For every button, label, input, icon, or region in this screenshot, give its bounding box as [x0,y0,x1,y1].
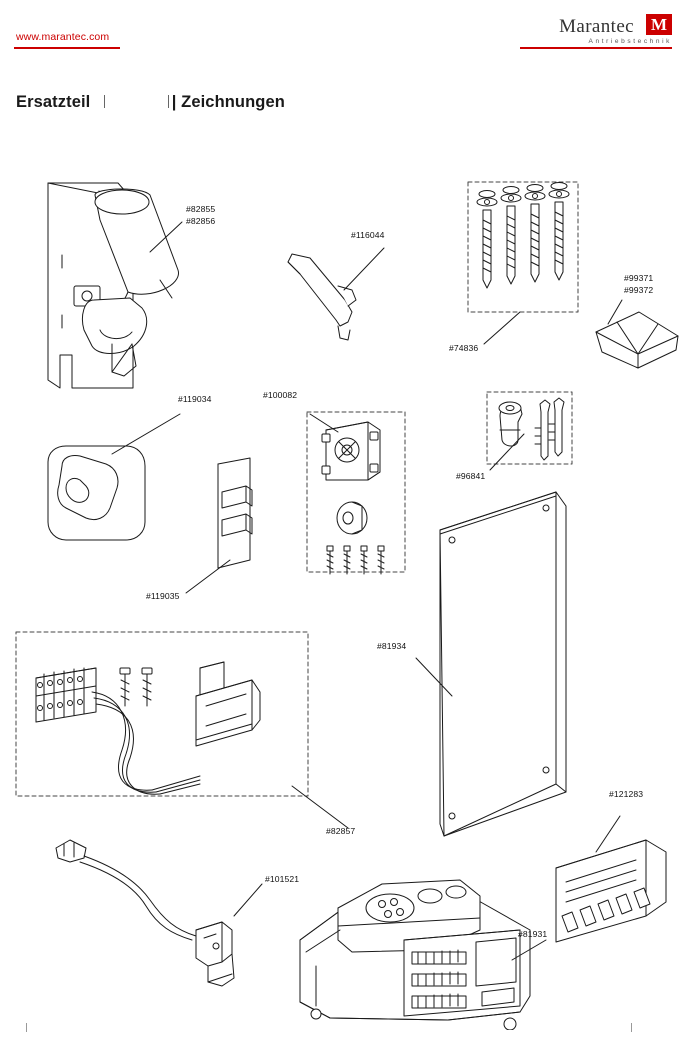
release-handle-graphic [288,254,356,340]
vent-grille-graphic [556,840,666,942]
title-tick-right [168,95,169,108]
part-label-82855: #82855 [186,204,216,214]
part-label-116044: #116044 [351,230,385,240]
header-rule-left [14,47,120,49]
part-label-74836: #74836 [449,343,479,353]
part-label-121283: #121283 [609,789,644,799]
wiring-harness-graphic [16,632,308,796]
exploded-view-drawing [0,140,686,1030]
anchor-screw-set-graphic [468,182,578,312]
brand-logo-icon: M [646,14,672,35]
bracket-strip-graphic [218,458,252,568]
part-label-119034: #119034 [178,394,212,404]
part-label-81934: #81934 [377,641,407,651]
footer-tick-right [631,1023,632,1032]
footer-tick-left [26,1023,27,1032]
rounded-cover-graphic [48,446,145,540]
title-tick-left [104,95,105,108]
key-set-graphic [487,392,572,464]
leader-119034 [112,414,180,454]
part-label-119035: #119035 [146,591,180,601]
part-label-96841: #96841 [456,471,486,481]
part-label-100082: #100082 [263,390,298,400]
part-label-101521: #101521 [265,874,300,884]
leader-74836 [484,312,520,344]
leader-119035 [186,560,230,593]
control-unit-graphic [300,880,530,1030]
part-label-82856: #82856 [186,216,216,226]
page-title [16,93,285,112]
motor-assembly-graphic [48,183,179,388]
brand-name: Marantec [559,16,634,37]
leader-101521 [234,884,262,916]
header-rule-right [520,47,672,49]
part-label-99372: #99372 [624,285,654,295]
leader-100082 [310,414,338,432]
leader-121283 [596,816,620,852]
page-title-right: | Zeichnungen [171,93,285,111]
cover-cap-graphic [596,312,678,368]
leader-116044 [344,248,384,290]
site-url[interactable]: www.marantec.com [16,31,110,43]
lock-set-graphic [307,412,405,574]
part-label-99371: #99371 [624,273,654,283]
page-title-left: Ersatzteil [16,93,91,111]
part-label-82857: #82857 [326,826,356,836]
control-box-graphic [440,492,566,836]
brand-subtitle: Antriebstechnik [588,38,672,45]
leader-82857 [292,786,348,828]
part-label-81931: #81931 [518,929,548,939]
page-header [0,0,686,56]
sensor-cable-graphic [56,840,234,986]
